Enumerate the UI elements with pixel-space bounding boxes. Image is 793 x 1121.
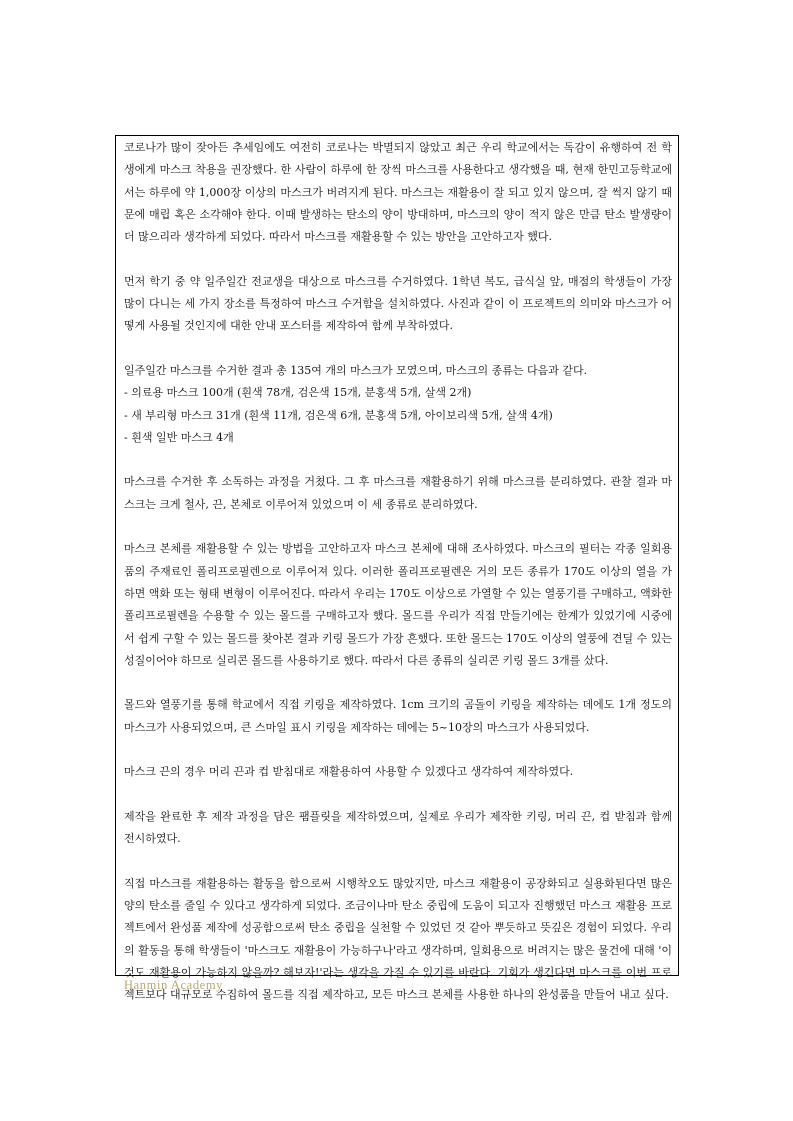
paragraph-gap: [124, 784, 672, 806]
paragraph-separation: 마스크를 수거한 후 소독하는 과정을 거쳤다. 그 후 마스크를 재활용하기 위해 마스크를 분리하였다. 관찰 결과 마스크는 크게 철사, 끈, 본체로 이루어져 있었으며 이 세 종류로 분리하였다.: [124, 475, 672, 511]
paragraph-gap: [124, 672, 672, 694]
list-item-beak-mask: - 새 부리형 마스크 31개 (흰색 11개, 검은색 6개, 분홍색 5개, 아이보리색 5개, 살색 4개): [124, 408, 553, 422]
paragraph-polypropylene: 마스크 본체를 재활용할 수 있는 방법을 고안하고자 마스크 본체에 대해 조사하였다. 마스크의 필터는 각종 일회용품의 주재료인 폴리프로필렌으로 이루어져 있다. 이러한 폴리프로필렌은 거의 모든 종류가 170도 이상의 열을 가하면 액화 또는 형태 변형이 이루어진다. 따라서 우리는 170도 이상으로 가열할 수 있는 열풍기를 구매하고, 액화한 폴리프로필렌을 수용할 수 있는 몰드를 구매하고자 했다. 몰드를 우리가 직접 만들기에는 한계가 있었기에 시중에서 쉽게 구할 수 있는 몰드를 찾아본 결과 키링 몰드가 가장 흔했다. 또한 몰드는 170도 이상의 열풍에 견딜 수 있는 성질이어야 하므로 실리콘 몰드를 사용하기로 했다. 따라서 다른 종류의 실리콘 키링 몰드 3개를 샀다.: [124, 542, 672, 667]
paragraph-gap: [124, 449, 672, 471]
document-body: [124, 137, 672, 1007]
paragraph-reflection: 직접 마스크를 재활용하는 활동을 함으로써 시행착오도 많았지만, 마스크 재활용이 공장화되고 실용화된다면 많은 양의 탄소를 줄일 수 있다고 생각하게 되었다. 조금이나마 탄소 중립에 도움이 되고자 진행했던 마스크 재활용 프로젝트에서 완성품 제작에 성공함으로써 탄소 중립을 실천할 수 있었던 것 같아 뿌듯하고 뜻깊은 경험이 되었다. 우리의 활동을 통해 학생들이 '마스크도 재활용이 가능하구나'라고 생각하며, 일회용으로 버려지는 많은 물건에 대해 '이것도 재활용이 가능하지 않을까? 해보자!'라는 생각을 가질 수 있기를 바란다. 기회가 생긴다면 마스크를 이번 프로젝트보다 대규모로 수집하여 몰드를 직접 제작하고, 모든 마스크 본체를 사용한 하나의 완성품을 만들어 내고 싶다.: [124, 876, 672, 1002]
paragraph-gap: [124, 739, 672, 761]
paragraph-keyring: 몰드와 열풍기를 통해 학교에서 직접 키링을 제작하였다. 1cm 크기의 곰돌이 키링을 제작하는 데에도 1개 정도의 마스크가 사용되었으며, 큰 스마일 표시 키링을 제작하는 데에는 5~10장의 마스크가 사용되었다.: [124, 698, 672, 734]
paragraph-gap: [124, 851, 672, 873]
paragraph-exhibition: 제작을 완료한 후 제작 과정을 담은 팸플릿을 제작하였으며, 실제로 우리가 제작한 키링, 머리 끈, 컵 받침과 함께 전시하였다.: [124, 809, 672, 846]
list-item-medical-mask: - 의료용 마스크 100개 (흰색 78개, 검은색 15개, 분홍색 5개, 살색 2개): [124, 386, 472, 400]
paragraph-gap: [124, 248, 672, 270]
footer-watermark: Hanmin Academy: [124, 978, 224, 992]
paragraph-collection: 먼저 학기 중 약 일주일간 전교생을 대상으로 마스크를 수거하였다. 1학년 복도, 급식실 앞, 매점의 학생들이 가장 많이 다니는 세 가지 장소를 특정하여 마스크 수거함을 설치하였다. 사진과 같이 이 프로젝트의 의미와 마스크가 어떻게 사용될 것인지에 대한 안내 포스터를 제작하여 함께 부착하였다.: [124, 274, 672, 333]
paragraph-background: 코로나가 많이 잦아든 추세임에도 여전히 코로나는 박멸되지 않았고 최근 우리 학교에서는 독감이 유행하여 전 학생에게 마스크 착용을 권장했다. 한 사람이 하루에 한 장씩 마스크를 사용한다고 생각했을 때, 현재 한민고등학교에서는 하루에 약 1,000장 이상의 마스크가 버려지게 된다. 마스크는 재활용이 잘 되고 있지 않으며, 잘 썩지 않기 때문에 매립 혹은 소각해야 한다. 이때 발생하는 탄소의 양이 방대하며, 마스크의 양이 적지 않은 만큼 탄소 발생량이 더 많으리라 생각하게 되었다. 따라서 마스크를 재활용할 수 있는 방안을 고안하고자 했다.: [124, 141, 672, 244]
paragraph-gap: [124, 338, 672, 360]
list-item-general-mask: - 흰색 일반 마스크 4개: [124, 430, 234, 444]
paragraph-gap: [124, 516, 672, 538]
paragraph-collection-result: 일주일간 마스크를 수거한 결과 총 135여 개의 마스크가 모였으며, 마스크의 종류는 다음과 같다.: [124, 363, 588, 377]
paragraph-mask-strap: 마스크 끈의 경우 머리 끈과 컵 받침대로 재활용하여 사용할 수 있겠다고 생각하여 제작하였다.: [124, 765, 574, 779]
